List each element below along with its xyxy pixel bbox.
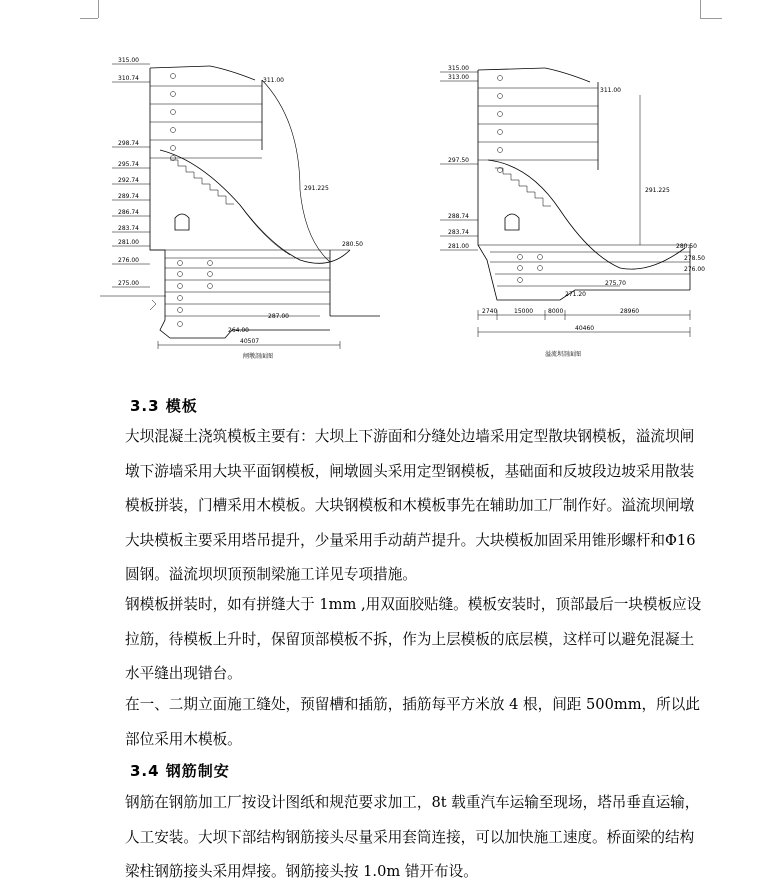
left-right-label: 264.00 — [228, 327, 249, 334]
right-elev-label: 281.00 — [448, 243, 469, 250]
left-elev-label: 286.74 — [118, 209, 139, 216]
section-3-3-paragraph-1: 大坝混凝土浇筑模板主要有：大坝上下游面和分缝处边墙采用定型散块钢模板，溢流坝闸墩下游墙采用大块平面钢模板，闸墩圆头采用定型钢模板，基础面和反坡段边坡采用散装模板拼装，门槽采用木模板。大块钢模板和木模板事先在辅助加工厂制作好。溢流坝闸墩大块模板主要采用塔吊提升，少量采用手动葫芦提升。大块模板加固采用锥形螺杆和Φ16圆钢。溢流坝坝顶预制梁施工详见专项措施。 — [125, 428, 696, 583]
right-total-dim: 40460 — [575, 325, 595, 332]
left-elev-label: 289.74 — [118, 193, 139, 200]
right-right-label: 311.00 — [600, 87, 621, 94]
left-circle-markers — [171, 74, 213, 327]
left-elevation-labels — [118, 57, 363, 360]
section-3-3-paragraph-2: 钢模板拼装时，如有拼缝大于 1mm ,用双面胶贴缝。模板安装时，顶部最后一块模板应设拉筋，待模板上升时，保留顶部模板不拆，作为上层模板的底层模，这样可以避免混凝土水平缝出现错台。 — [125, 596, 702, 682]
right-elev-label: 315.00 — [448, 65, 469, 72]
right-elev-label: 283.74 — [448, 229, 469, 236]
section-3-3-paragraph-3: 在一、二期立面施工缝处，预留槽和插筋，插筋每平方米放 4 根，间距 500mm，所以此部位采用木模板。 — [125, 696, 700, 748]
right-circle-markers — [498, 76, 543, 283]
left-dimension: 40507 — [240, 338, 260, 345]
right-elev-label: 297.50 — [448, 157, 469, 164]
left-elev-label: 283.74 — [118, 225, 139, 232]
right-dim-label: 2740 — [482, 308, 498, 315]
left-elev-label: 292.74 — [118, 177, 139, 184]
left-section-drawing — [100, 66, 380, 349]
right-dim-label: 8000 — [548, 308, 564, 315]
left-elev-label: 281.00 — [118, 239, 139, 246]
right-right-label: 276.00 — [684, 266, 705, 273]
right-elevation-labels — [448, 65, 705, 358]
left-elev-label: 315.00 — [118, 57, 139, 64]
section-3-3-title: 3.3 模板 — [130, 397, 198, 415]
left-elev-label: 310.74 — [118, 75, 139, 82]
left-caption: 闸墩剖面图 — [243, 353, 274, 360]
left-right-label: 291.225 — [304, 185, 329, 192]
right-right-label: 280.50 — [676, 243, 697, 250]
right-elev-label: 313.00 — [448, 74, 469, 81]
right-elev-label: 288.74 — [448, 213, 469, 220]
right-right-label: 291.225 — [645, 187, 670, 194]
right-right-label: 278.50 — [684, 255, 705, 262]
left-elev-label: 276.00 — [118, 257, 139, 264]
right-right-label: 275.70 — [605, 280, 626, 287]
left-elev-label: 298.74 — [118, 140, 139, 147]
left-right-label: 287.00 — [268, 313, 289, 320]
left-elev-label: 275.00 — [118, 280, 139, 287]
section-3-4-title: 3.4 钢筋制安 — [130, 762, 230, 780]
left-right-label: 280.50 — [342, 241, 363, 248]
dam-section-drawings — [0, 0, 766, 380]
section-3-4-paragraph-1: 钢筋在钢筋加工厂按设计图纸和规范要求加工，8t 载重汽车运输至现场，塔吊垂直运输，人工安装。大坝下部结构钢筋接头尽量采用套筒连接，可以加快施工速度。桥面梁的结构梁柱钢筋接头采用焊接。钢筋接头按 1.0m 错开布设。 — [125, 794, 700, 880]
right-dim-label: 28960 — [620, 308, 640, 315]
right-right-label: 271.20 — [565, 291, 586, 298]
left-elev-label: 295.74 — [118, 161, 139, 168]
left-elevation-ticks — [112, 64, 150, 287]
left-right-label: 311.00 — [263, 77, 284, 84]
right-caption: 溢流坝剖面图 — [545, 351, 582, 358]
right-dim-label: 15000 — [514, 308, 534, 315]
